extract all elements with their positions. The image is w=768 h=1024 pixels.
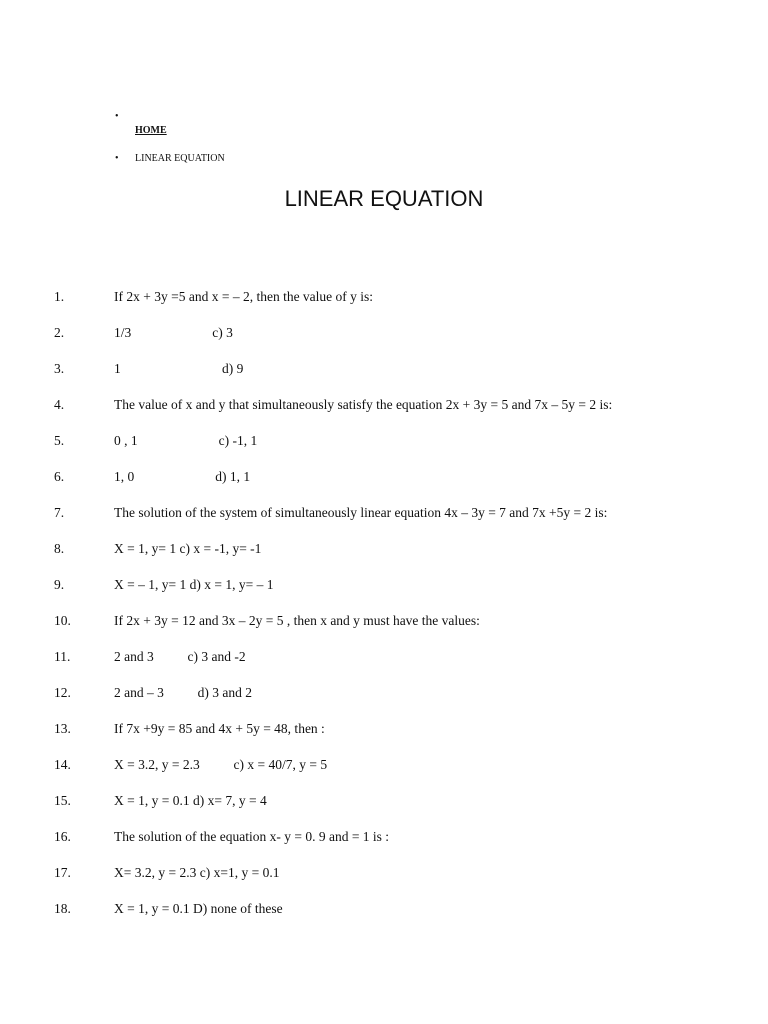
item-number: 10.: [54, 613, 71, 628]
item-text: If 2x + 3y =5 and x = – 2, then the value of y is:: [114, 289, 374, 304]
item-text: 1 d) 9: [114, 361, 244, 376]
item-number: 16.: [54, 829, 71, 844]
item-number: 6.: [54, 469, 65, 484]
item-text: X = 1, y = 0.1 D) none of these: [114, 901, 283, 916]
item-text: If 2x + 3y = 12 and 3x – 2y = 5 , then x and y must have the values:: [114, 613, 480, 628]
item-text: 2 and 3 c) 3 and -2: [114, 649, 246, 664]
item-number: 5.: [54, 433, 65, 448]
bullet-icon: •: [115, 111, 119, 122]
item-text: 1/3 c) 3: [114, 325, 233, 340]
item-number: 14.: [54, 757, 71, 772]
breadcrumb-nav: [115, 108, 225, 166]
item-text: X= 3.2, y = 2.3 c) x=1, y = 0.1: [114, 865, 280, 880]
item-text: X = 1, y= 1 c) x = -1, y= -1: [114, 541, 262, 556]
page-title: LINEAR EQUATION: [284, 186, 484, 211]
current-page-label: LINEAR EQUATION: [135, 153, 225, 164]
nav-item-linear-equation: [115, 152, 225, 166]
home-link[interactable]: HOME: [135, 125, 167, 136]
item-number: 15.: [54, 793, 71, 808]
item-number: 7.: [54, 505, 65, 520]
item-number: 17.: [54, 865, 71, 880]
item-number: 4.: [54, 397, 65, 412]
item-text: The solution of the system of simultaneously linear equation 4x – 3y = 7 and 7x +5y = 2 is:: [114, 505, 608, 520]
item-text: X = – 1, y= 1 d) x = 1, y= – 1: [114, 577, 274, 592]
item-number: 3.: [54, 361, 65, 376]
item-number: 9.: [54, 577, 65, 592]
bullet-icon: •: [115, 153, 119, 164]
item-number: 18.: [54, 901, 71, 916]
item-text: If 7x +9y = 85 and 4x + 5y = 48, then :: [114, 721, 325, 736]
item-text: X = 3.2, y = 2.3 c) x = 40/7, y = 5: [114, 757, 328, 772]
item-number: 12.: [54, 685, 71, 700]
item-text: 2 and – 3 d) 3 and 2: [114, 685, 252, 700]
item-number: 1.: [54, 289, 65, 304]
item-number: 2.: [54, 325, 65, 340]
nav-item-home: [115, 108, 225, 152]
item-number: 8.: [54, 541, 65, 556]
item-text: The value of x and y that simultaneously satisfy the equation 2x + 3y = 5 and 7x – 5y = 2 is:: [114, 397, 613, 412]
item-text: The solution of the equation x- y = 0. 9 and = 1 is :: [114, 829, 390, 844]
item-number: 11.: [54, 649, 71, 664]
item-text: 0 , 1 c) -1, 1: [114, 433, 258, 448]
item-number: 13.: [54, 721, 71, 736]
item-text: X = 1, y = 0.1 d) x= 7, y = 4: [114, 793, 267, 808]
item-text: 1, 0 d) 1, 1: [114, 469, 251, 484]
